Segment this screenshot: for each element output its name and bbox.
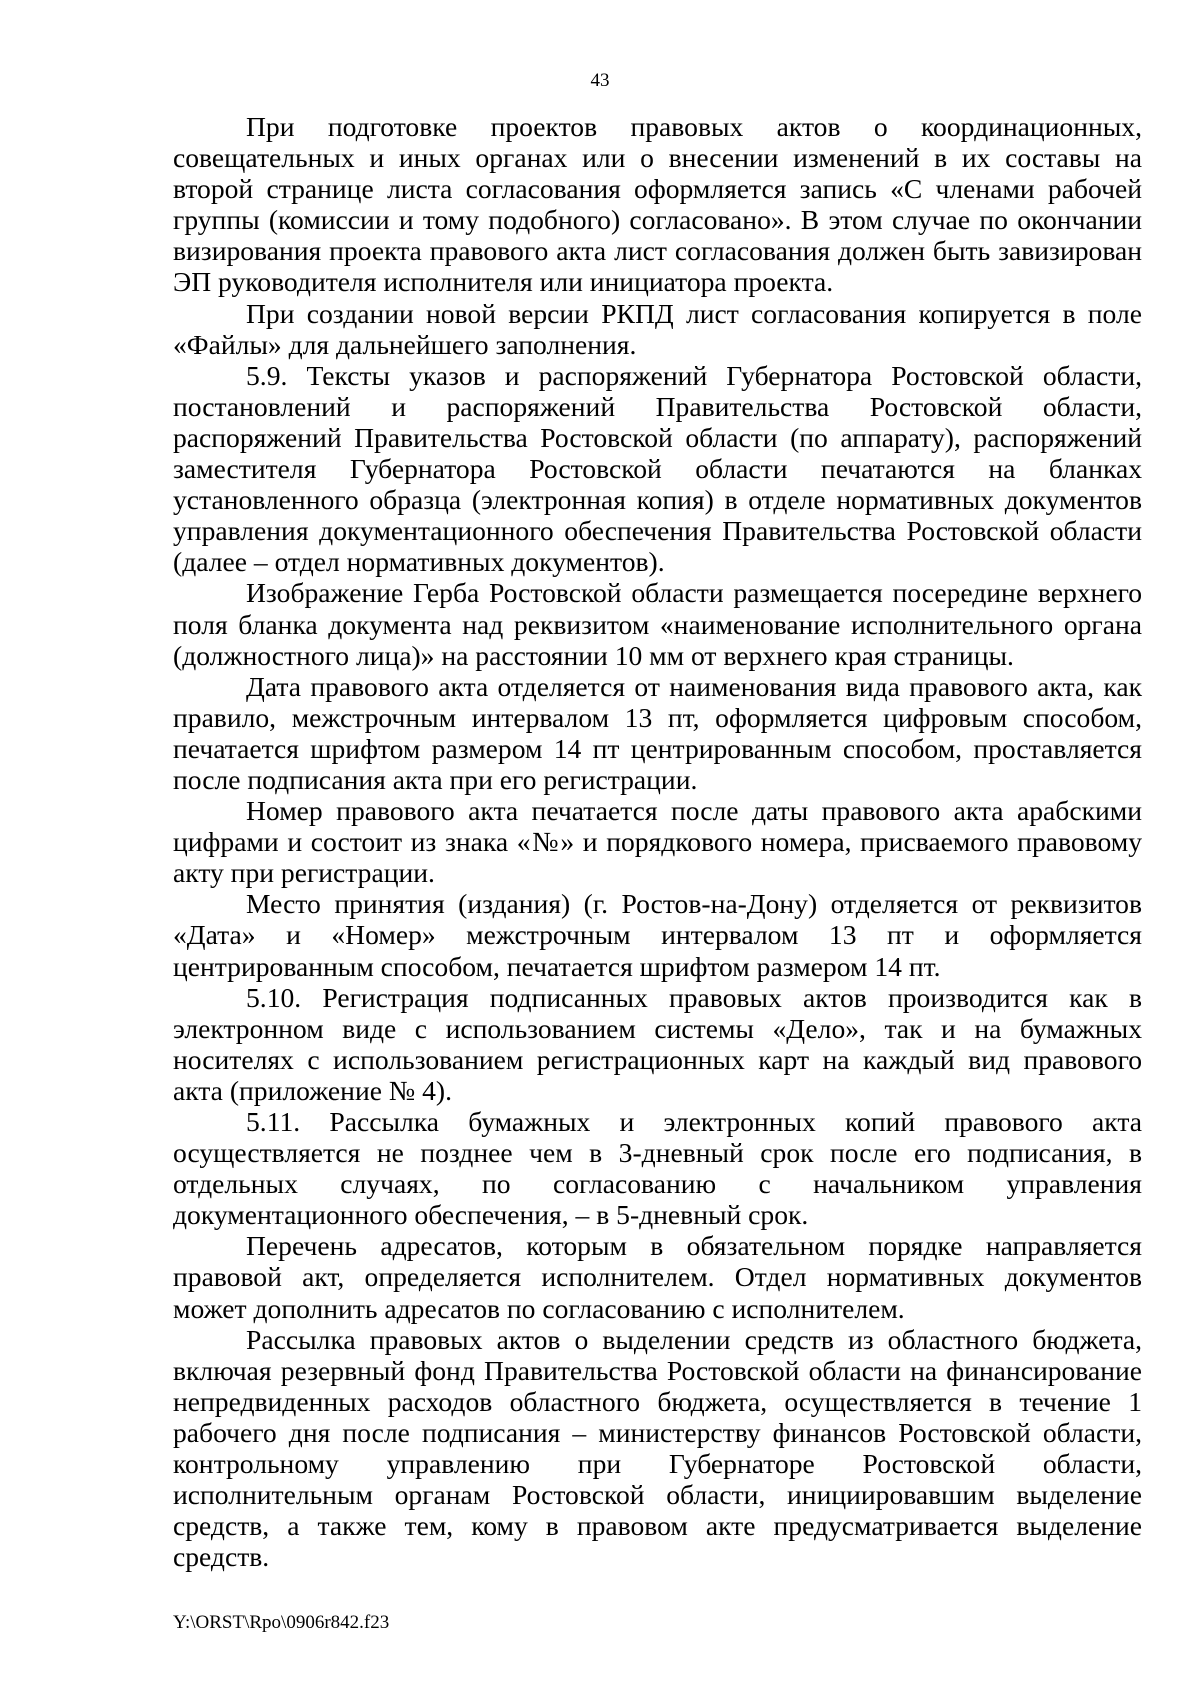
paragraph-5-11: 5.11. Рассылка бумажных и электронных копий правового акта осуществляется не позднее чем в 3-дневный срок после его подписания, в отдельных случаях, по согласованию с начальником управления документационного обеспечения, – в 5-дневный срок. <box>173 1106 1142 1231</box>
page-number: 43 <box>590 70 610 91</box>
paragraph-recipients: Перечень адресатов, которым в обязательном порядке направляется правовой акт, определяется исполнителем. Отдел нормативных документов может дополнить адресатов по согласованию с исполнителем. <box>173 1230 1142 1324</box>
paragraph-approval-sheet: При подготовке проектов правовых актов о координационных, совещательных и иных органах или о внесении изменений в их составы на второй странице листа согласования оформляется запись «С членами рабочей группы (комиссии и тому подобного) согласовано». В этом случае по окончании визирования проекта правового акта лист согласования должен быть завизирован ЭП руководителя исполнителя или инициатора проекта. <box>173 111 1142 298</box>
paragraph-act-number: Номер правового акта печатается после даты правового акта арабскими цифрами и состоит из знака «№» и порядкового номера, присваемого правовому акту при регистрации. <box>173 795 1142 889</box>
paragraph-coat-of-arms: Изображение Герба Ростовской области размещается посередине верхнего поля бланка документа над реквизитом «наименование исполнительного органа (должностного лица)» на расстоянии 10 мм от верхнего края страницы. <box>173 577 1142 671</box>
paragraph-budget-distribution: Рассылка правовых актов о выделении средств из областного бюджета, включая резервный фонд Правительства Ростовской области на финансирование непредвиденных расходов областного бюджета, осуществляется в течение 1 рабочего дня после подписания – министерству финансов Ростовской области, контрольному управлению при Губернаторе Ростовской области, исполнительным органам Ростовской области, инициировавшим выделение средств, а также тем, кому в правовом акте предусматривается выделение средств. <box>173 1323 1142 1573</box>
paragraph-5-9: 5.9. Тексты указов и распоряжений Губернатора Ростовской области, постановлений и распоряжений Правительства Ростовской области, распоряжений Правительства Ростовской области (по аппарату), распоряжений заместителя Губернатора Ростовской области печатаются на бланках установленного образца (электронная копия) в отделе нормативных документов управления документационного обеспечения Правительства Ростовской области (далее – отдел нормативных документов). <box>173 359 1142 578</box>
footer-file-path: Y:\ORST\Rpo\0906r842.f23 <box>173 1612 390 1633</box>
document-body <box>173 111 1142 1572</box>
paragraph-place-of-adoption: Место принятия (издания) (г. Ростов-на-Дону) отделяется от реквизитов «Дата» и «Номер» межстрочным интервалом 13 пт и оформляется центрированным способом, печатается шрифтом размером 14 пт. <box>173 888 1142 982</box>
paragraph-5-10: 5.10. Регистрация подписанных правовых актов производится как в электронном виде с использованием системы «Дело», так и на бумажных носителях с использованием регистрационных карт на каждый вид правового акта (приложение № 4). <box>173 981 1142 1106</box>
paragraph-new-version: При создании новой версии РКПД лист согласования копируется в поле «Файлы» для дальнейшего заполнения. <box>173 297 1142 360</box>
paragraph-act-date: Дата правового акта отделяется от наименования вида правового акта, как правило, межстрочным интервалом 13 пт, оформляется цифровым способом, печатается шрифтом размером 14 пт центрированным способом, проставляется после подписания акта при его регистрации. <box>173 670 1142 795</box>
